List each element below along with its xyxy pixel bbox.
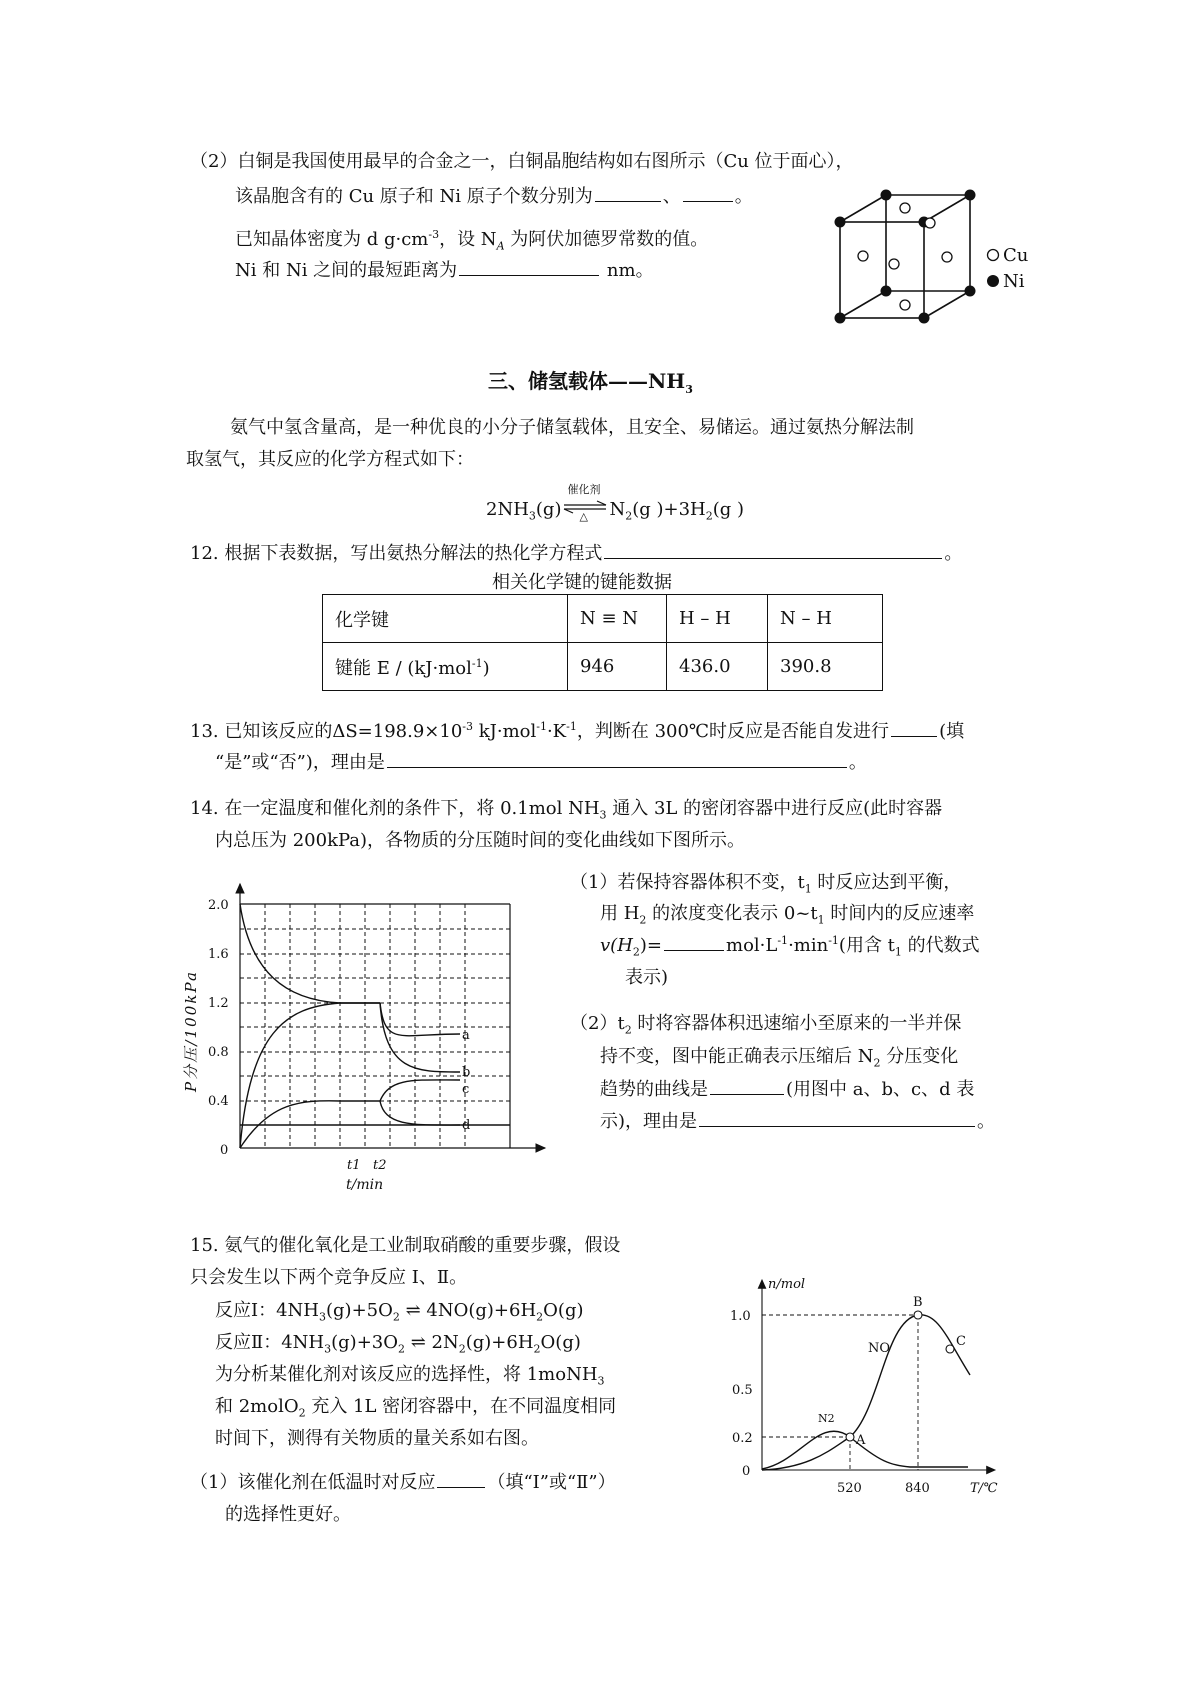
q14-p2-line4: 示)，理由是 。 — [600, 1111, 996, 1132]
q14-line2: 内总压为 200kPa)，各物质的分压随时间的变化曲线如下图所示。 — [215, 830, 746, 851]
x-tick-t2: t2 — [373, 1158, 387, 1173]
point-label-a: A — [856, 1433, 866, 1448]
part2-line1: （2）白铜是我国使用最早的合金之一，白铜晶胞结构如右图所示（Cu 位于面心）， — [190, 151, 854, 172]
section-title: 三、储氢载体$——NH_3$ — [488, 369, 693, 396]
table-caption: 相关化学键的键能数据 — [492, 572, 672, 593]
y-tick: 2.0 — [208, 898, 229, 913]
point-b — [914, 1311, 922, 1319]
q15-line7: 时间下，测得有关物质的量关系如右图。 — [215, 1428, 539, 1449]
x-axis-label: t/min — [346, 1177, 384, 1193]
curve-label-a: a — [462, 1028, 470, 1043]
table-cell: N ≡ N — [568, 595, 667, 643]
equilibrium-arrow: 催化剂 △ — [561, 497, 609, 515]
curve-c — [380, 1080, 460, 1101]
table-cell: 化学键 — [323, 595, 568, 643]
reaction-equation: $2NH_3(g)$ 催化剂 △ $N_2(g$ )$+3H_2(g$ ) — [486, 483, 745, 523]
curve-b — [380, 1003, 460, 1072]
y-tick: 0.2 — [732, 1431, 753, 1446]
q14-p2-line1: $(2)t_2$ 时将容器体积迅速缩小至原来的一半并保 — [570, 1013, 962, 1037]
y-tick: 0 — [742, 1464, 751, 1479]
q15-p1-line2: 的选择性更好。 — [225, 1504, 351, 1525]
q15-p1-line1: （1）该催化剂在低温时对反应 （填“Ⅰ”或“Ⅱ”） — [190, 1472, 616, 1493]
reaction-2: 反应Ⅱ：$4NH_3(g)+3O_2$ ⇌ $2N_2(g)+6H_2O(g)$ — [215, 1332, 581, 1356]
table-row — [323, 595, 883, 643]
q15-line5: 为分析某催化剂对该反应的选择性，将 1moNH$_3$ — [215, 1364, 605, 1388]
q14-p2-line2: 持不变，图中能正确表示压缩后 $N_2$ 分压变化 — [600, 1046, 959, 1070]
table-cell: N – H — [768, 595, 883, 643]
point-a — [846, 1433, 854, 1441]
x-axis-label: T/℃ — [970, 1481, 998, 1496]
q13-line2: “是”或“否”)，理由是 。 — [215, 752, 867, 773]
answer-blank[interactable] — [595, 185, 661, 202]
curve-d — [380, 1101, 460, 1125]
table-cell: H – H — [667, 595, 768, 643]
table-row — [323, 643, 883, 691]
table-cell: 键能 E / (kJ·mol$^{-1}$) — [323, 643, 568, 691]
part2-line4: Ni 和 Ni 之间的最短距离为 nm。 — [235, 260, 654, 281]
curve-label-c: c — [462, 1082, 470, 1097]
x-tick-t1: t1 — [347, 1158, 361, 1173]
intro-line1: 氨气中氢含量高，是一种优良的小分子储氢载体，且安全、易储运。通过氨热分解法制 — [230, 417, 914, 438]
y-axis-label: P分压/100kPa — [182, 972, 200, 1092]
table-cell: 436.0 — [667, 643, 768, 691]
part2-line2: 该晶胞含有的 Cu 原子和 Ni 原子个数分别为 、 。 — [235, 186, 753, 207]
answer-blank[interactable] — [664, 934, 724, 951]
point-c — [946, 1345, 954, 1353]
part2-line3: 已知晶体密度为 d $g\cdot cm^{-3}$，设 $N_A$ 为阿伏加德罗常数的值。 — [235, 228, 709, 253]
q12-text: 12. 根据下表数据，写出氨热分解法的热化学方程式 。 — [190, 543, 963, 564]
table-cell: 390.8 — [768, 643, 883, 691]
answer-blank[interactable] — [710, 1078, 784, 1095]
bond-energy-table — [322, 594, 883, 691]
answer-blank[interactable] — [699, 1110, 975, 1127]
q15-line2: 只会发生以下两个竞争反应 Ⅰ、Ⅱ。 — [190, 1267, 468, 1288]
answer-blank[interactable] — [387, 751, 847, 768]
point-label-b: B — [913, 1295, 923, 1310]
point-label-c: C — [956, 1334, 966, 1349]
q14-p1-line4: 表示) — [625, 967, 669, 988]
answer-blank[interactable] — [683, 185, 733, 202]
ni-legend-icon — [987, 275, 999, 287]
intro-line2: 取氢气，其反应的化学方程式如下： — [186, 449, 474, 470]
crystal-cell-diagram — [830, 180, 1060, 330]
partial-pressure-chart — [182, 872, 550, 1202]
y-axis-label: n/mol — [768, 1277, 806, 1292]
answer-blank[interactable] — [459, 259, 599, 276]
answer-blank[interactable] — [437, 1471, 485, 1488]
table-cell: 946 — [568, 643, 667, 691]
q15-line6: 和 2molO$_2$ 充入 1L 密闭容器中，在不同温度相同 — [215, 1396, 617, 1420]
q14-line1: 14. 在一定温度和催化剂的条件下，将 0.1mol $NH_3$ 通入 3L 的密闭容器中进行反应(此时容器 — [190, 798, 943, 822]
cu-legend-icon — [988, 250, 999, 261]
curve-label-d: d — [462, 1118, 471, 1133]
q14-p1-line3: $v(H_2)= mol\cdot L^{-1}\cdot\min^{-1}$(用含 $t_1$ 的代数式 — [600, 934, 980, 959]
y-tick: 1.2 — [208, 996, 229, 1011]
curve-label-b: b — [462, 1065, 471, 1080]
reaction-1: 反应Ⅰ：$4NH_3(g)+5O_2$ ⇌ $4NO(g)+6H_2O(g)$ — [215, 1300, 584, 1324]
y-tick: 0.5 — [732, 1383, 753, 1398]
q13-line1: 13. 已知该反应的$\Delta S=198.9\times 10^{-3}$ $kJ\cdot mol^{-1}\cdot K^{-1}$，判断在 300℃时反应是否能自发进行 (填 — [190, 720, 965, 742]
series-label-n2: N2 — [818, 1412, 835, 1425]
q14-p2-line3: 趋势的曲线是 (用图中 a、b、c、d 表 — [600, 1079, 975, 1100]
y-tick: 1.6 — [208, 947, 229, 962]
x-tick: 840 — [905, 1481, 930, 1496]
y-tick: 1.0 — [730, 1309, 751, 1324]
x-tick: 520 — [837, 1481, 862, 1496]
y-tick: 0 — [220, 1143, 229, 1158]
q15-line1: 15. 氨气的催化氧化是工业制取硝酸的重要步骤，假设 — [190, 1235, 621, 1256]
y-tick: 0.8 — [208, 1045, 229, 1060]
pressure-curves — [240, 904, 510, 1148]
answer-blank[interactable] — [604, 542, 942, 559]
curve-a — [380, 1003, 460, 1036]
amount-vs-temperature-chart — [710, 1270, 1010, 1510]
q14-p1-line1: （1）若保持容器体积不变，$t_1$ 时反应达到平衡， — [570, 872, 962, 896]
y-tick: 0.4 — [208, 1094, 229, 1109]
legend-ni: Ni — [1003, 271, 1025, 292]
legend-cu: Cu — [1003, 245, 1029, 266]
q14-p1-line2: 用 $H_2$ 的浓度变化表示 $0\sim t_1$ 时间内的反应速率 — [600, 903, 975, 927]
series-label-no: NO — [868, 1341, 891, 1356]
no-curve — [762, 1315, 970, 1470]
answer-blank[interactable] — [891, 720, 937, 737]
